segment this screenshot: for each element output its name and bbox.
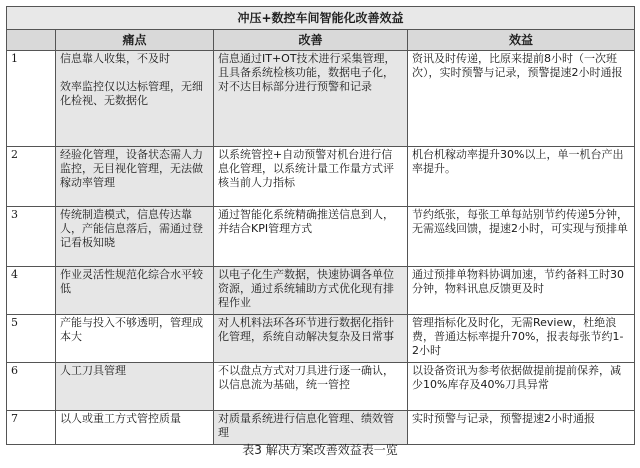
table-row [7,315,635,363]
table-row [7,207,635,267]
pain-cell [56,147,214,207]
header-benefit: 效益 [408,30,635,51]
benefit-cell: 管理指标化及时化，无需Review，杜绝浪费，普通达标率提升70%，报表每张节约1-2小时 [408,315,635,363]
row-number: 7 [7,411,56,445]
header-no [7,30,56,51]
table-header-row [7,30,635,51]
improve-cell: 信息通过IT+OT技术进行采集管理，且具备系统检核功能，数据电子化，对不达目标部分进行预警和记录 [214,51,408,147]
table-title: 冲压+数控车间智能化改善效益 [7,7,635,30]
benefit-cell: 以设备资讯为参考依据做提前提前保养，减少10%库存及40%刀具异常 [408,363,635,411]
pain-text: 以人或重工方式管控质量 [60,412,181,425]
improve-cell: 以系统管控+自动预警对机台进行信息化管理，以系统计量工作量方式评核当前人力指标 [214,147,408,207]
row-number: 6 [7,363,56,411]
row-number: 2 [7,147,56,207]
pain-cell [56,207,214,267]
pain-text: 信息靠人收集，不及时 [60,52,170,65]
pain-text: 作业灵活性规范化综合水平较低 [60,268,203,295]
row-number: 4 [7,267,56,315]
row-number: 3 [7,207,56,267]
header-improve: 改善 [214,30,408,51]
benefit-cell: 机台机稼动率提升30%以上，单一机台产出率提升。 [408,147,635,207]
pain-cell [56,315,214,363]
benefit-cell: 资讯及时传递，比原来提前8小时（一次班次），实时预警与记录，预警提速2小时通报 [408,51,635,147]
table-row [7,363,635,411]
pain-cell [56,51,214,147]
table-caption: 表3 解决方案改善效益表一览 [242,443,398,457]
row-number: 1 [7,51,56,147]
row-number: 5 [7,315,56,363]
pain-text: 传统制造模式，信息传达靠人，产能信息落后，需通过登记看板知晓 [60,208,203,249]
pain-text: 产能与投入不够透明，管理成本大 [60,316,203,343]
table-row [7,411,635,445]
table-row [7,267,635,315]
table-row [7,51,635,147]
table-title-row [7,7,635,30]
improve-cell: 通过智能化系统精确推送信息到人，并结合KPI管理方式 [214,207,408,267]
benefit-table [6,6,635,445]
benefit-cell: 通过预排单物料协调加速，节约备料工时30分钟，物料讯息反馈更及时 [408,267,635,315]
pain-text: 经验化管理，设备状态需人力监控，无目视化管理，无法做稼动率管理 [60,148,203,189]
header-pain: 痛点 [56,30,214,51]
pain-cell [56,267,214,315]
benefit-cell: 节约纸张，每张工单每站别节约传递5分钟，无需巡线回馈，提速2小时，可实现与预排单 [408,207,635,267]
benefit-cell: 实时预警与记录，预警提速2小时通报 [408,411,635,445]
improve-cell: 对质量系统进行信息化管理、绩效管理 [214,411,408,445]
pain-text: 效率监控仅以达标管理，无细化检视、无数据化 [60,80,203,107]
pain-text: 人工刀具管理 [60,364,126,377]
table-row [7,147,635,207]
pain-cell [56,411,214,445]
improve-cell: 对人机料法环各环节进行数据化指针化管理，系统自动解决复杂及日常事 [214,315,408,363]
improve-cell: 以电子化生产数据，快速协调各单位资源，通过系统辅助方式优化现有排程作业 [214,267,408,315]
pain-cell [56,363,214,411]
improve-cell: 不以盘点方式对刀具进行逐一确认，以信息流为基础，统一管控 [214,363,408,411]
